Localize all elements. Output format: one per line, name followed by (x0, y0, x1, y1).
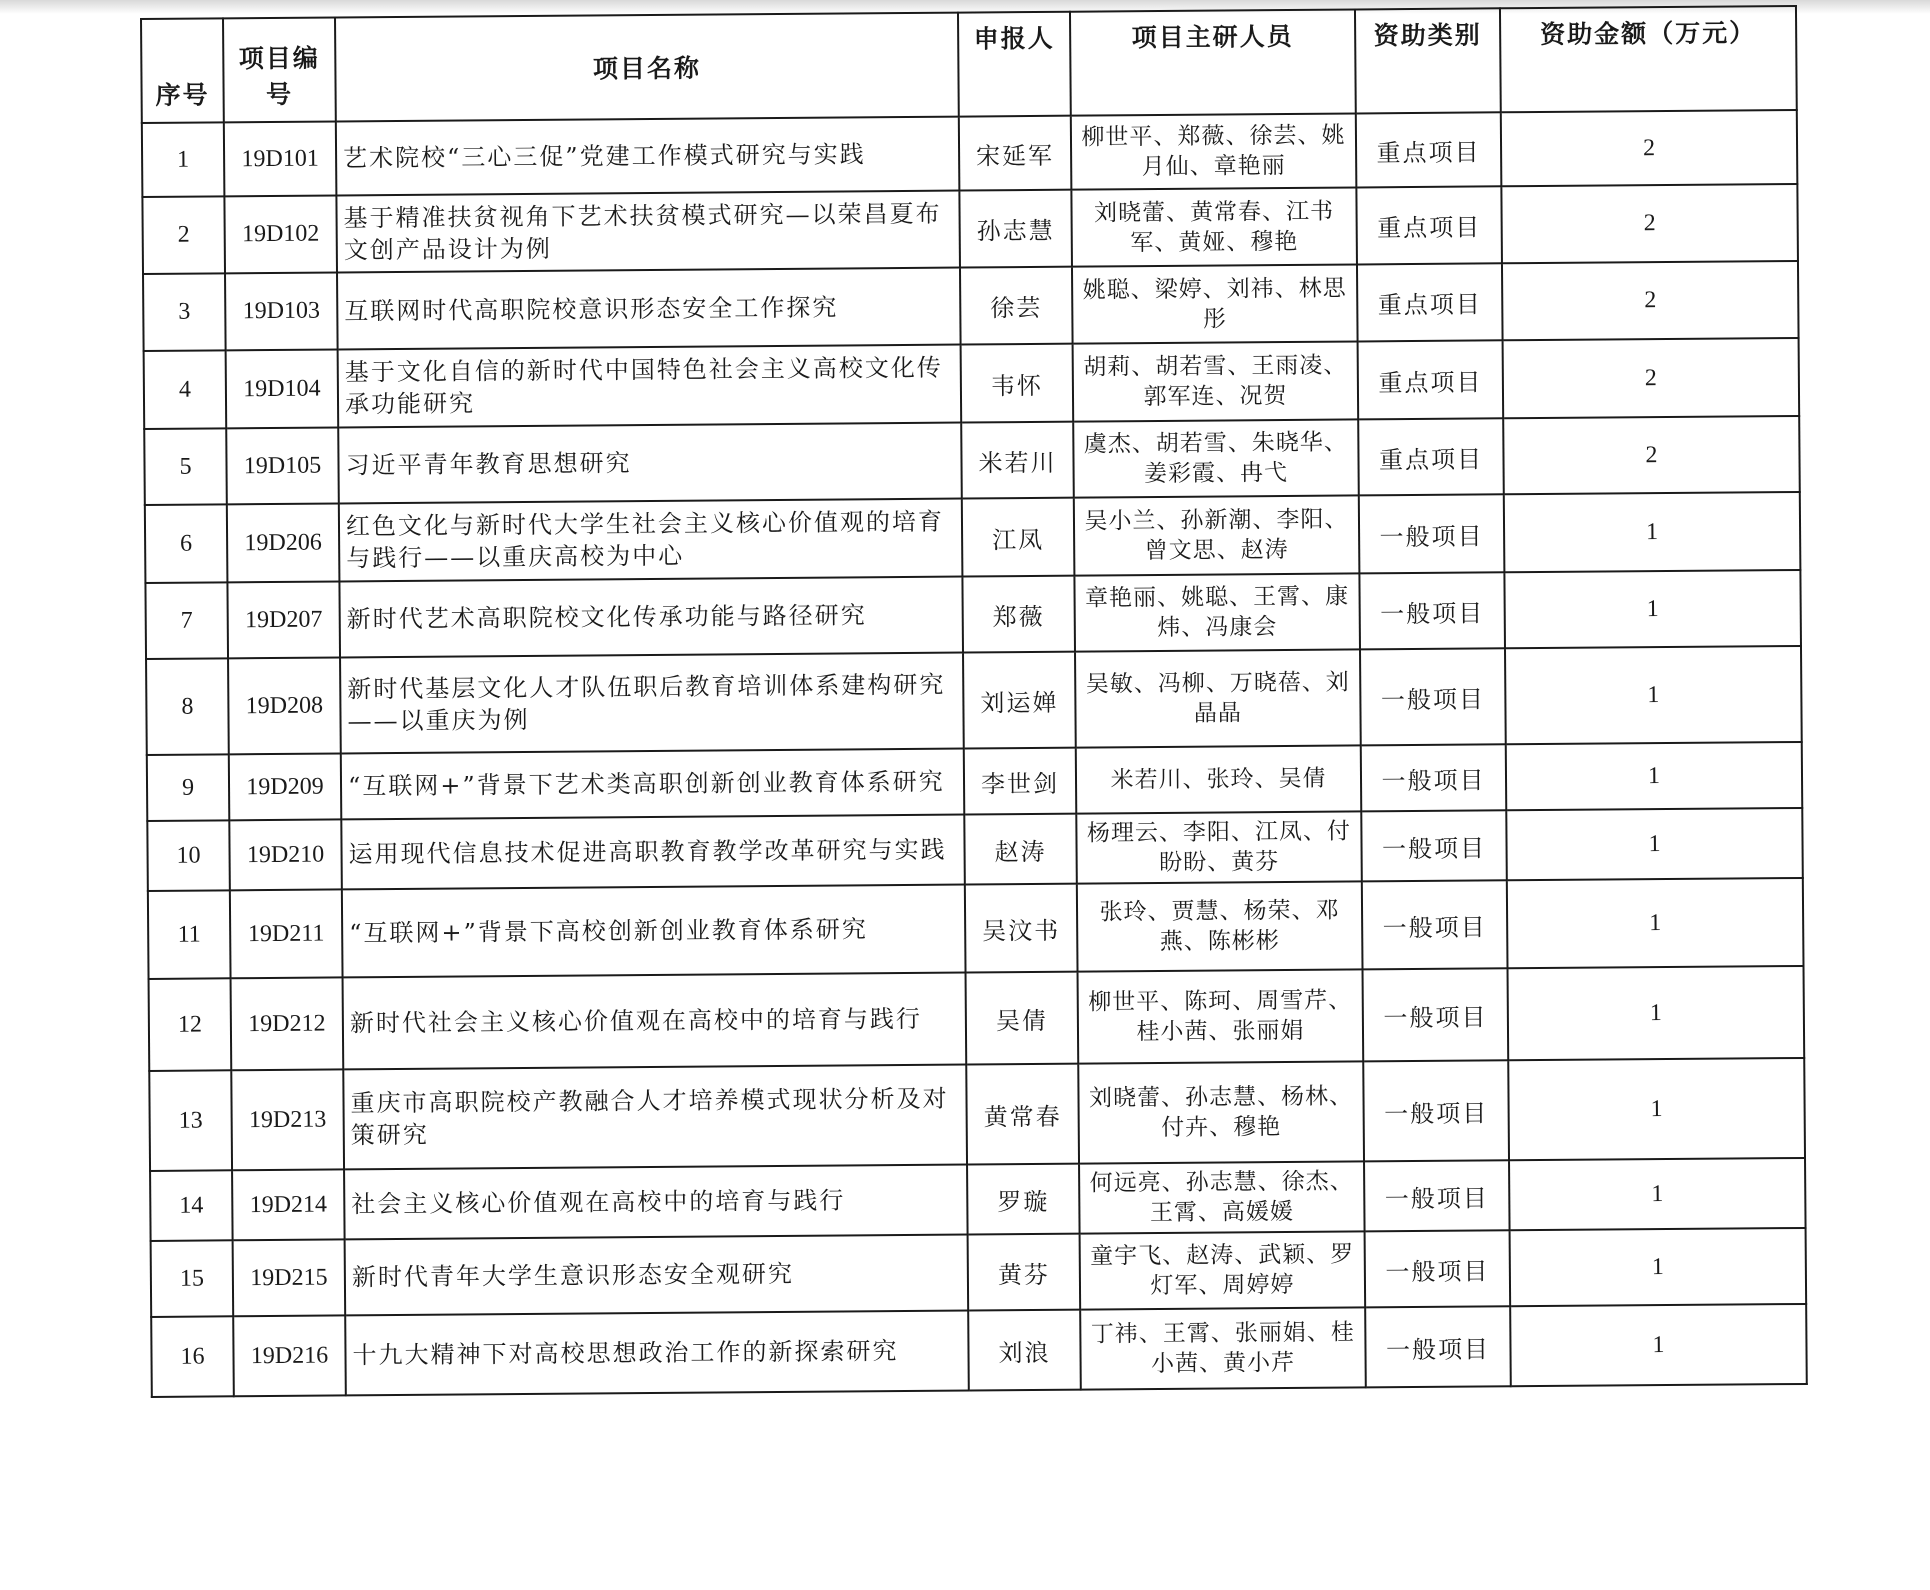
table-row (143, 261, 1799, 351)
cell-name: 十九大精神下对高校思想政治工作的新探索研究 (345, 1311, 969, 1396)
cell-code: 19D207 (227, 581, 340, 658)
table-row (144, 416, 1800, 505)
cell-amount: 1 (1504, 492, 1801, 572)
table-row (151, 1228, 1807, 1317)
cell-code: 19D209 (229, 753, 342, 820)
cell-amount: 1 (1505, 646, 1802, 744)
cell-members: 柳世平、郑薇、徐芸、姚月仙、章艳丽 (1071, 113, 1357, 189)
cell-name: “互联网+”背景下高校创新创业教育体系研究 (342, 885, 966, 978)
cell-applicant: 郑薇 (962, 576, 1075, 653)
cell-code: 19D102 (224, 195, 337, 273)
cell-applicant: 宋延军 (959, 116, 1072, 191)
cell-category: 一般项目 (1365, 1230, 1511, 1307)
header-code: 项目编号 (223, 17, 336, 122)
cell-amount: 2 (1502, 261, 1799, 340)
cell-amount: 1 (1510, 1304, 1807, 1386)
cell-category: 重点项目 (1357, 263, 1503, 341)
table-row (149, 1058, 1805, 1171)
cell-no: 15 (151, 1240, 234, 1317)
cell-name: 新时代青年大学生意识形态安全观研究 (345, 1235, 969, 1316)
cell-no: 1 (142, 122, 225, 197)
cell-amount: 1 (1508, 966, 1805, 1060)
cell-applicant: 刘浪 (968, 1310, 1081, 1391)
table-row (142, 184, 1798, 274)
cell-code: 19D104 (226, 349, 339, 428)
cell-name: 红色文化与新时代大学生社会主义核心价值观的培育与践行——以重庆高校为中心 (339, 499, 963, 582)
header-applicant: 申报人 (958, 12, 1071, 117)
document-sheet (140, 5, 1806, 1398)
cell-applicant: 米若川 (961, 422, 1074, 499)
cell-amount: 2 (1503, 416, 1800, 494)
cell-no: 5 (144, 428, 227, 505)
cell-name: 互联网时代高职院校意识形态安全工作探究 (337, 268, 961, 350)
table-row (147, 808, 1802, 891)
cell-applicant: 孙志慧 (959, 190, 1072, 268)
table-row (148, 878, 1804, 979)
cell-name: 基于精准扶贫视角下艺术扶贫模式研究—以荣昌夏布文创产品设计为例 (336, 191, 960, 273)
header-members: 项目主研人员 (1070, 9, 1356, 115)
cell-amount: 1 (1504, 570, 1801, 648)
cell-no: 7 (145, 582, 228, 659)
cell-amount: 1 (1509, 1158, 1806, 1230)
cell-applicant: 李世剑 (964, 748, 1077, 815)
cell-applicant: 赵涛 (964, 814, 1077, 885)
cell-applicant: 罗璇 (967, 1164, 1080, 1235)
cell-no: 6 (145, 504, 228, 583)
cell-members: 童宇飞、赵涛、武颖、罗灯军、周婷婷 (1080, 1231, 1366, 1309)
cell-members: 吴小兰、孙新潮、李阳、曾文思、赵涛 (1074, 495, 1360, 575)
cell-category: 一般项目 (1359, 572, 1505, 649)
cell-category: 一般项目 (1361, 810, 1507, 881)
cell-category: 重点项目 (1358, 418, 1504, 495)
project-funding-table (140, 5, 1808, 1398)
cell-members: 杨理云、李阳、江凤、付盼盼、黄芬 (1076, 811, 1362, 883)
header-name: 项目名称 (335, 13, 959, 122)
table-row (145, 492, 1801, 583)
cell-members: 刘晓蕾、黄常春、江书军、黄娅、穆艳 (1071, 187, 1357, 266)
cell-name: 艺术院校“三心三促”党建工作模式研究与实践 (336, 117, 960, 196)
cell-no: 12 (149, 978, 232, 1071)
cell-name: 基于文化自信的新时代中国特色社会主义高校文化传承功能研究 (338, 345, 962, 428)
cell-members: 何远亮、孙志慧、徐杰、王霄、高媛媛 (1079, 1161, 1365, 1233)
cell-members: 吴敏、冯柳、万晓蓓、刘晶晶 (1075, 649, 1361, 747)
cell-category: 一般项目 (1364, 1160, 1510, 1231)
cell-category: 重点项目 (1356, 112, 1502, 187)
cell-code: 19D101 (224, 121, 337, 196)
cell-applicant: 黄芬 (968, 1234, 1081, 1311)
cell-name: 新时代基层文化人才队伍职后教育培训体系建构研究——以重庆为例 (340, 653, 964, 754)
cell-amount: 2 (1501, 110, 1798, 186)
cell-category: 一般项目 (1359, 494, 1505, 573)
cell-members: 章艳丽、姚聪、王霄、康炜、冯康会 (1074, 573, 1360, 651)
cell-members: 刘晓蕾、孙志慧、杨林、付卉、穆艳 (1078, 1061, 1364, 1163)
cell-no: 4 (144, 350, 227, 429)
cell-amount: 2 (1501, 184, 1798, 263)
cell-amount: 1 (1506, 742, 1803, 810)
cell-name: 习近平青年教育思想研究 (338, 423, 962, 504)
cell-code: 19D206 (227, 503, 340, 582)
cell-applicant: 吴汶书 (965, 884, 1078, 973)
cell-no: 3 (143, 273, 226, 351)
table-row (150, 1158, 1805, 1241)
cell-category: 一般项目 (1360, 648, 1506, 745)
cell-code: 19D105 (226, 427, 339, 504)
cell-name: 重庆市高职院校产教融合人才培养模式现状分析及对策研究 (343, 1065, 967, 1170)
cell-code: 19D103 (225, 272, 338, 350)
cell-members: 胡莉、胡若雪、王雨凌、郭军连、况贺 (1073, 341, 1359, 421)
table-row (149, 966, 1805, 1071)
cell-category: 一般项目 (1362, 880, 1508, 969)
cell-members: 张玲、贾慧、杨荣、邓燕、陈彬彬 (1077, 881, 1363, 971)
cell-code: 19D214 (232, 1169, 345, 1240)
cell-no: 9 (147, 754, 230, 821)
cell-applicant: 吴倩 (966, 972, 1079, 1065)
cell-category: 重点项目 (1356, 186, 1502, 264)
cell-category: 重点项目 (1358, 340, 1504, 419)
table-header-row (141, 6, 1797, 123)
cell-name: 新时代艺术高职院校文化传承功能与路径研究 (339, 577, 963, 658)
cell-applicant: 韦怀 (961, 344, 1074, 423)
cell-applicant: 江凤 (962, 498, 1075, 577)
cell-no: 16 (151, 1316, 234, 1397)
cell-members: 虞杰、胡若雪、朱晓华、姜彩霞、冉弋 (1073, 419, 1359, 497)
cell-no: 14 (150, 1170, 233, 1241)
cell-amount: 1 (1508, 1058, 1805, 1160)
cell-members: 柳世平、陈珂、周雪芹、桂小茜、张丽娟 (1078, 969, 1364, 1063)
table-row (146, 646, 1802, 755)
cell-code: 19D208 (228, 657, 341, 754)
cell-category: 一般项目 (1361, 744, 1507, 811)
cell-name: 运用现代信息技术促进高职教育教学改革研究与实践 (341, 815, 965, 890)
cell-code: 19D215 (233, 1239, 346, 1316)
cell-no: 11 (148, 890, 231, 979)
cell-code: 19D211 (230, 889, 343, 978)
cell-amount: 1 (1506, 808, 1803, 880)
cell-code: 19D212 (231, 977, 344, 1070)
cell-amount: 1 (1507, 878, 1804, 968)
cell-code: 19D210 (229, 819, 342, 890)
cell-no: 2 (142, 196, 225, 274)
table-row (144, 338, 1800, 429)
cell-applicant: 黄常春 (966, 1064, 1079, 1165)
cell-amount: 2 (1503, 338, 1800, 418)
header-no: 序号 (141, 18, 224, 123)
cell-members: 丁祎、王霄、张丽娟、桂小茜、黄小芹 (1080, 1307, 1366, 1389)
cell-category: 一般项目 (1363, 1060, 1509, 1161)
cell-members: 米若川、张玲、吴倩 (1076, 745, 1362, 813)
header-amount: 资助金额（万元） (1500, 6, 1797, 112)
table-row (142, 110, 1798, 197)
cell-no: 8 (146, 658, 229, 755)
cell-applicant: 徐芸 (960, 267, 1073, 345)
cell-name: 社会主义核心价值观在高校中的培育与践行 (344, 1165, 968, 1240)
cell-category: 一般项目 (1363, 968, 1509, 1061)
cell-code: 19D216 (233, 1315, 346, 1396)
cell-code: 19D213 (231, 1069, 344, 1170)
cell-category: 一般项目 (1365, 1306, 1511, 1387)
cell-applicant: 刘运婵 (963, 652, 1076, 749)
cell-no: 10 (147, 820, 230, 891)
cell-amount: 1 (1510, 1228, 1807, 1306)
cell-name: 新时代社会主义核心价值观在高校中的培育与践行 (343, 973, 967, 1070)
header-category: 资助类别 (1355, 8, 1501, 113)
cell-name: “互联网+”背景下艺术类高职创新创业教育体系研究 (341, 749, 964, 820)
table-row (145, 570, 1801, 659)
table-row (151, 1304, 1807, 1397)
cell-no: 13 (149, 1070, 232, 1171)
cell-members: 姚聪、梁婷、刘祎、林思彤 (1072, 264, 1358, 343)
